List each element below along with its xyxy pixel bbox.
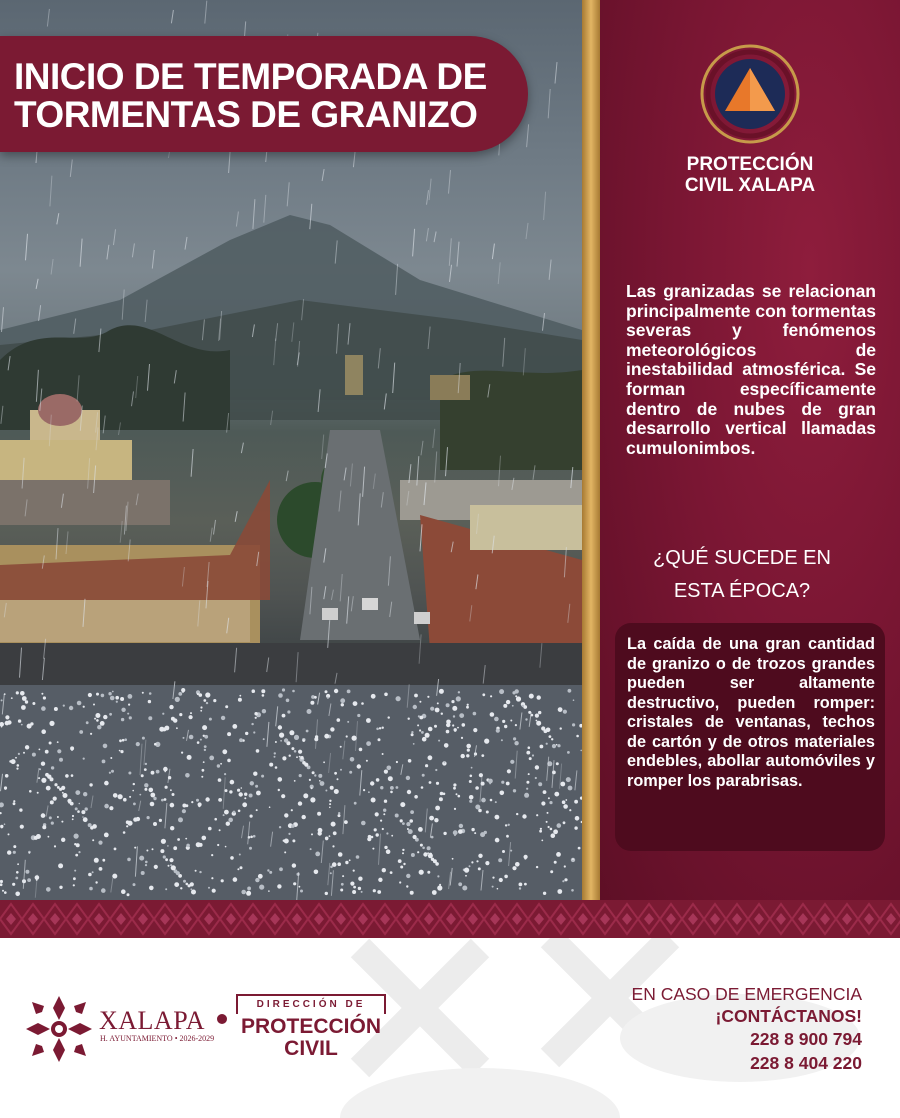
emergency-line-2: ¡CONTÁCTANOS! (715, 1006, 862, 1026)
question-line-1: ¿QUÉ SUCEDE EN (653, 547, 831, 569)
title-line-2: TORMENTAS DE GRANIZO (14, 94, 478, 135)
question-line-2: ESTA ÉPOCA? (673, 580, 811, 602)
effects-box (615, 623, 885, 851)
emergency-contact (600, 984, 862, 1075)
city-name: XALAPA (99, 1006, 206, 1035)
diamond-pattern (0, 900, 900, 938)
direction-line-2: CIVIL (284, 1037, 338, 1060)
emergency-line-1: EN CASO DE EMERGENCIA (631, 984, 862, 1004)
direction-logo (236, 994, 386, 1068)
direction-name (236, 1016, 386, 1060)
direction-line-1: PROTECCIÓN (240, 1015, 381, 1038)
direction-top-label: DIRECCIÓN DE (236, 994, 386, 1014)
xalapa-logo-icon (24, 994, 94, 1064)
section-question (612, 542, 872, 608)
city-subtitle: H. AYUNTAMIENTO • 2026-2029 (100, 1034, 215, 1043)
title-line-1: INICIO DE TEMPORADA DE (14, 56, 487, 97)
title-banner (0, 36, 528, 152)
organization-name-line-1: PROTECCIÓN (686, 154, 814, 175)
organization-name (640, 154, 860, 196)
intro-paragraph: Las granizadas se relacionan principalmente con tormentas severas y fenómenos meteorológicos de inestabilidad atmosférica. Se forman específicamente dentro de nubes de gran desarrollo vertical llamadas cumulonimbos. (626, 281, 876, 458)
footer (0, 938, 900, 1118)
organization-name-line-2: CIVIL XALAPA (684, 175, 816, 196)
gold-divider (582, 0, 600, 900)
separator-dot (217, 1014, 227, 1024)
phone-number-1[interactable]: 228 8 900 794 (750, 1029, 862, 1049)
effects-paragraph: La caída de una gran cantidad de granizo o de trozos grandes pueden ser altamente destructivo, pueden romper: cristales de ventanas, techos de cartón y de otros materiales endebles, abollar automóviles y romper los parabrisas. (627, 635, 875, 790)
civil-protection-triangle-icon (700, 44, 800, 144)
ornamental-strip (0, 900, 900, 938)
phone-number-2[interactable]: 228 8 404 220 (750, 1053, 862, 1073)
